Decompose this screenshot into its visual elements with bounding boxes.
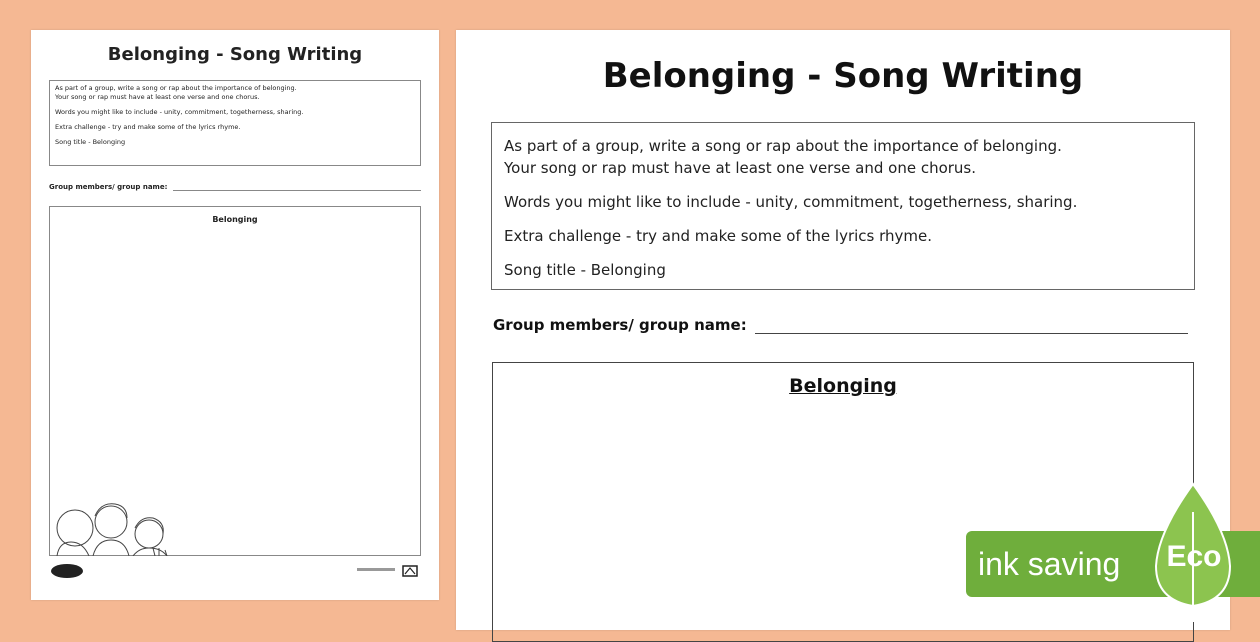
thumbnail-instruction-2: Your song or rap must have at least one verse and one chorus. [55,93,260,101]
instructions-box [491,122,1195,290]
children-illustration [49,476,189,556]
group-members-label: Group members/ group name: [493,316,747,334]
group-members-line[interactable] [755,319,1188,334]
thumbnail-instruction-3: Words you might like to include - unity, commitment, togetherness, sharing. [55,108,304,116]
thumbnail-group-label: Group members/ group name: [49,183,168,191]
footer-badge-icon [401,562,419,580]
thumbnail-group-row [49,182,421,191]
ink-saving-label: ink saving [978,545,1121,582]
lyric-box-title: Belonging [789,375,897,397]
thumbnail-instruction-1: As part of a group, write a song or rap about the importance of belonging. [55,84,297,92]
thumbnail-lyric-title: Belonging [212,215,258,224]
thumbnail-instruction-block [55,84,415,102]
thumbnail-footer [49,558,421,584]
page-title: Belonging - Song Writing [602,56,1084,96]
footer-text-line [357,568,395,571]
thumbnail-page[interactable] [31,30,439,600]
twinkl-logo-icon [51,564,83,578]
instruction-3: Words you might like to include - unity, commitment, togetherness, sharing. [504,193,1078,211]
eco-label: Eco [1166,540,1222,573]
thumbnail-instructions-box [49,80,421,166]
instruction-5: Song title - Belonging [504,261,666,279]
group-members-row [493,316,1188,334]
thumbnail-instruction-4: Extra challenge - try and make some of the lyrics rhyme. [55,123,241,131]
instruction-4: Extra challenge - try and make some of the lyrics rhyme. [504,227,933,245]
thumbnail-group-line [173,182,421,191]
instruction-1: As part of a group, write a song or rap about the importance of belonging. [504,137,1062,155]
thumbnail-instruction-5: Song title - Belonging [55,138,126,146]
thumbnail-title: Belonging - Song Writing [107,44,363,65]
lyric-box[interactable] [492,362,1194,642]
instruction-2: Your song or rap must have at least one verse and one chorus. [504,159,977,177]
